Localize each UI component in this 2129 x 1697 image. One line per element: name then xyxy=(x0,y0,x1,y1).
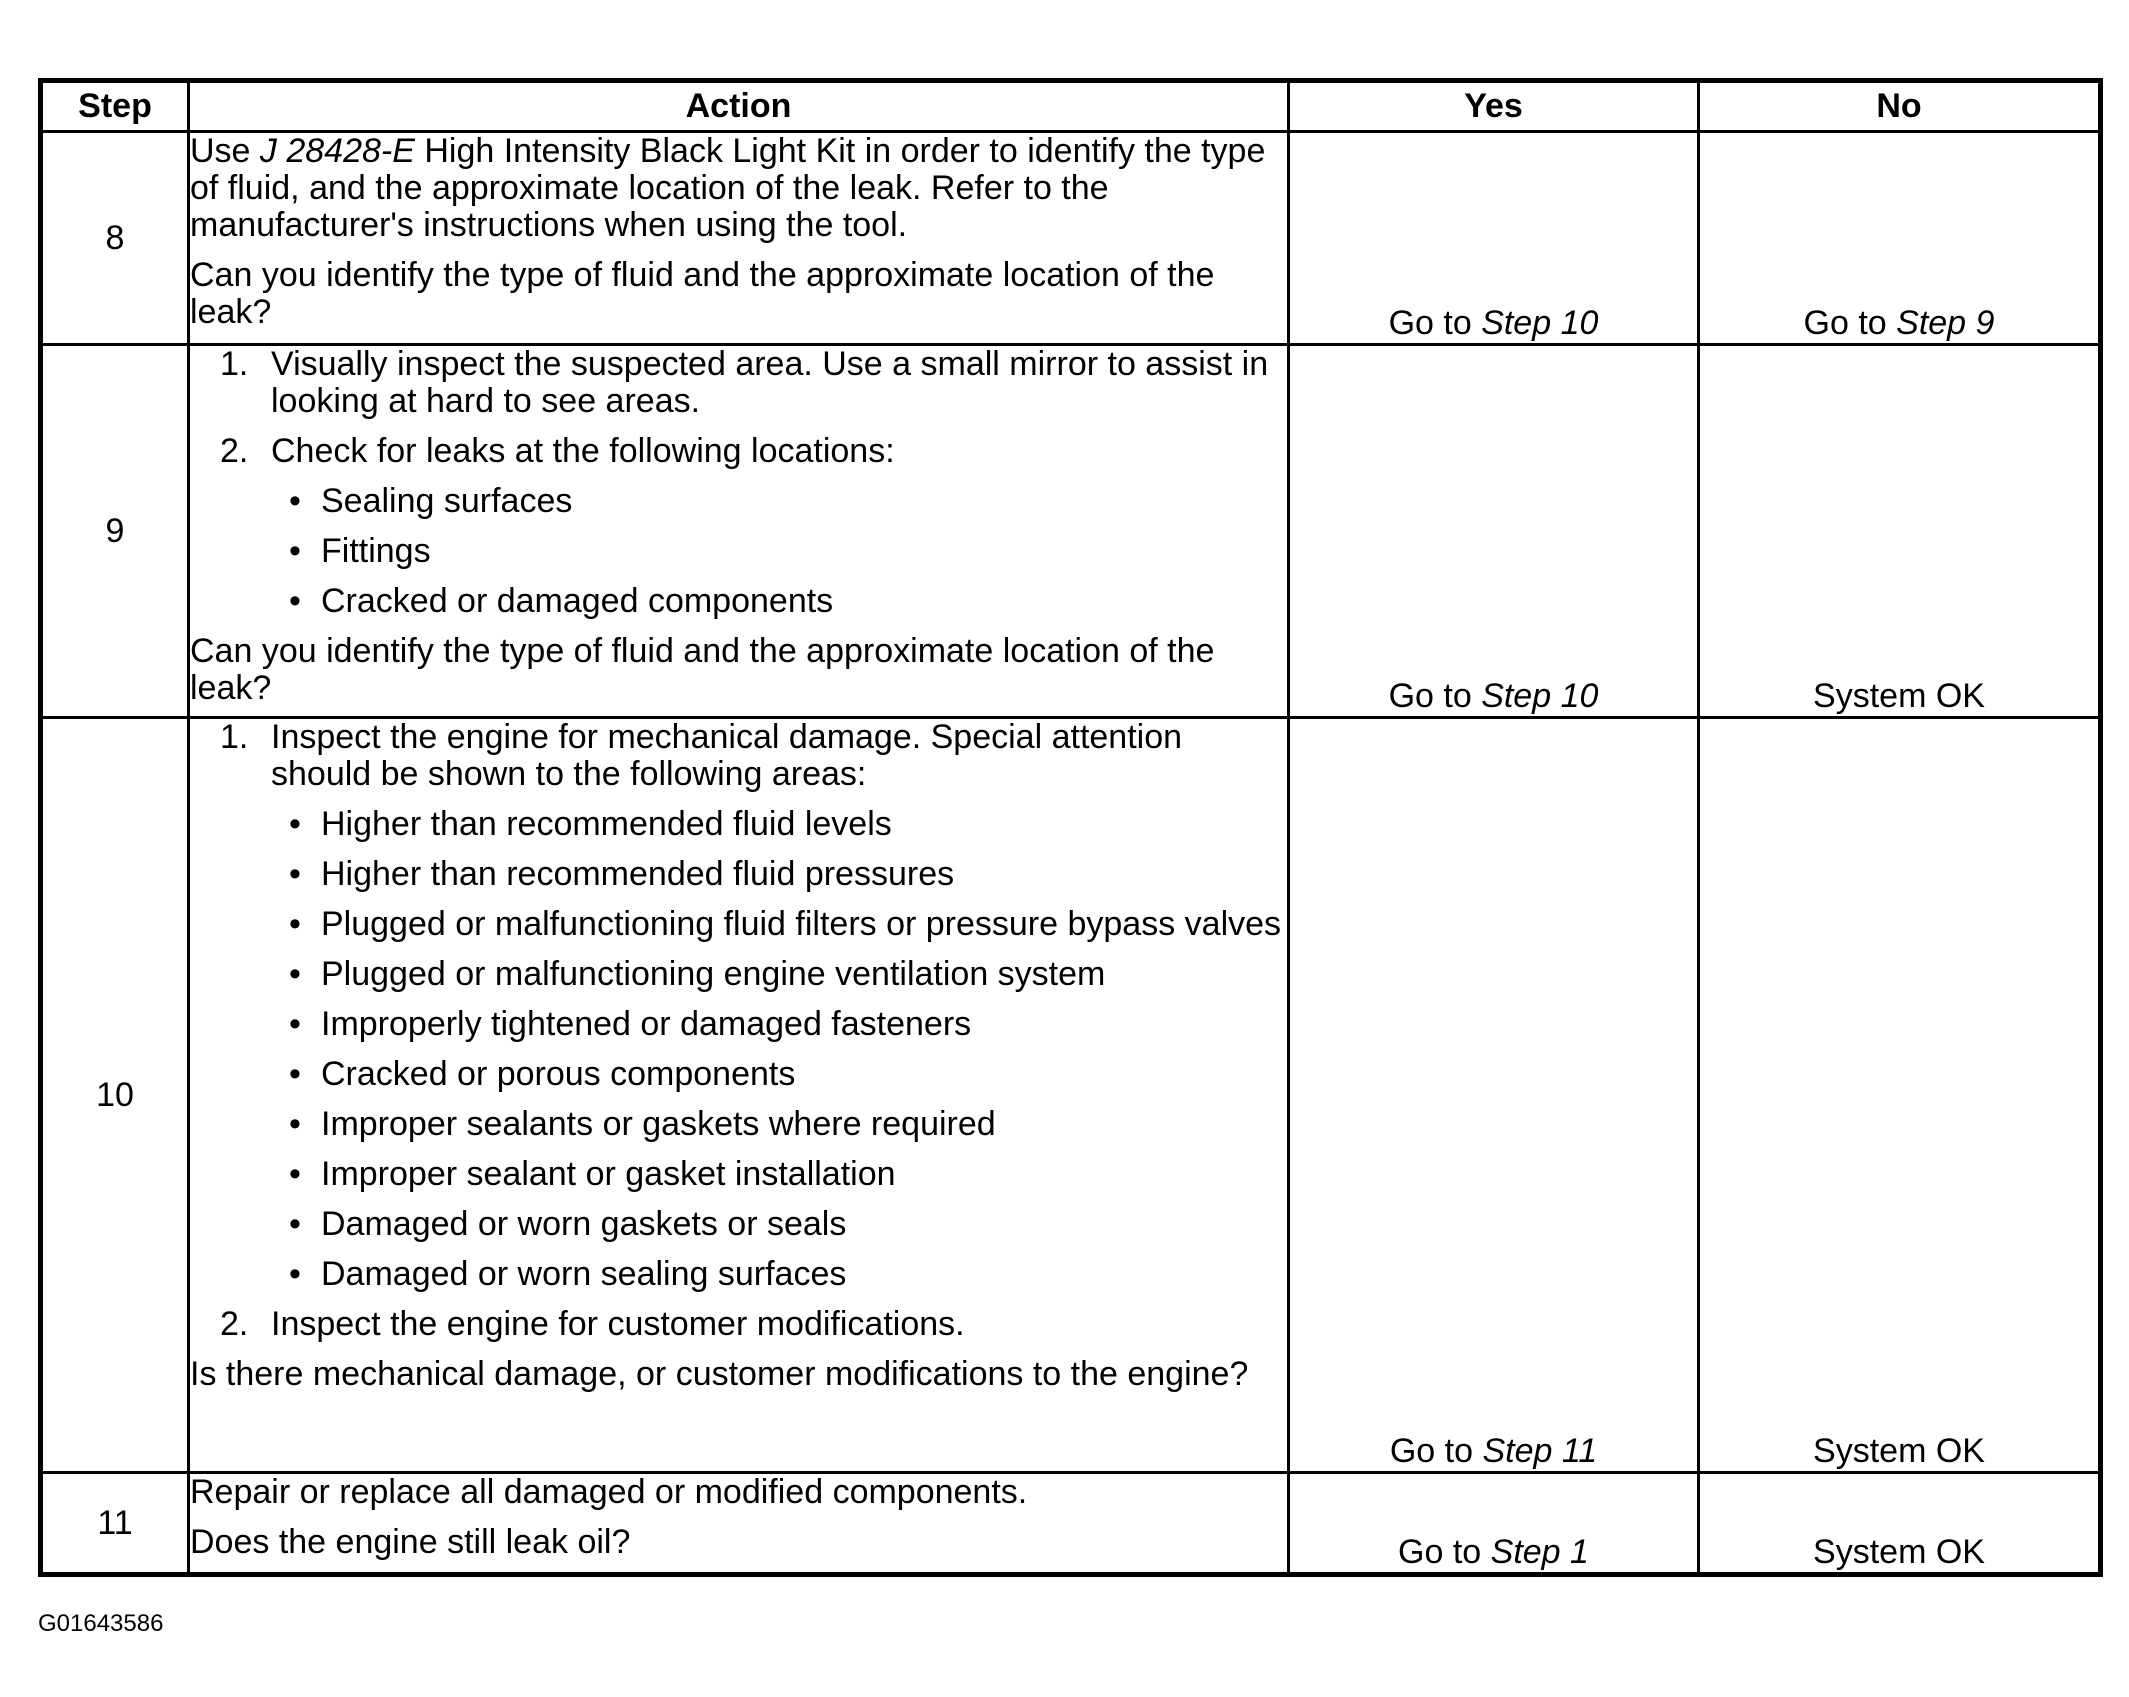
bullet-text: Improper sealant or gasket installation xyxy=(321,1155,896,1193)
bullet-item xyxy=(271,1256,1287,1293)
bullet-item xyxy=(271,1156,1287,1193)
bullet-icon: • xyxy=(289,1205,301,1243)
action-question: Is there mechanical damage, or customer modifications to the engine? xyxy=(190,1355,1249,1393)
header-action: Action xyxy=(189,81,1289,132)
goto-prefix: Go to xyxy=(1388,304,1482,342)
bullet-item xyxy=(271,533,1287,570)
bullet-icon: • xyxy=(289,1005,301,1043)
bullet-icon: • xyxy=(289,1105,301,1143)
step-number: 10 xyxy=(41,718,189,1473)
action-cell xyxy=(189,132,1289,345)
yes-result xyxy=(1289,132,1699,345)
bullet-item xyxy=(271,906,1287,943)
goto-prefix: Go to xyxy=(1389,1432,1483,1470)
bullet-text: Cracked or porous components xyxy=(321,1055,796,1093)
bullet-text: Damaged or worn sealing surfaces xyxy=(321,1255,847,1293)
header-step: Step xyxy=(41,81,189,132)
bullet-icon: • xyxy=(289,805,301,843)
goto-prefix: Go to xyxy=(1388,677,1482,715)
bullet-item xyxy=(271,856,1287,893)
bullet-text: Damaged or worn gaskets or seals xyxy=(321,1205,847,1243)
bullet-icon: • xyxy=(289,1055,301,1093)
step-text: Visually inspect the suspected area. Use a small mirror to assist in looking at hard to see areas. xyxy=(271,345,1269,420)
bullet-item xyxy=(271,1206,1287,1243)
goto-target: Step 11 xyxy=(1482,1432,1598,1470)
bullet-text: Higher than recommended fluid pressures xyxy=(321,855,955,893)
header-yes: Yes xyxy=(1289,81,1699,132)
bullet-text: Fittings xyxy=(321,532,431,570)
step-index: 1. xyxy=(220,718,249,756)
numbered-step xyxy=(190,433,1287,620)
action-cell xyxy=(189,1473,1289,1575)
table-row xyxy=(41,1473,2101,1575)
bullet-item xyxy=(271,806,1287,843)
table-row xyxy=(41,132,2101,345)
bullet-text: Cracked or damaged components xyxy=(321,582,834,620)
step-text: Check for leaks at the following locations: xyxy=(271,432,895,470)
bullet-text: Plugged or malfunctioning fluid filters or pressure bypass valves xyxy=(321,905,1282,943)
bullet-item xyxy=(271,956,1287,993)
bullet-text: Sealing surfaces xyxy=(321,482,573,520)
goto-prefix: Go to xyxy=(1398,1533,1491,1571)
action-question: Can you identify the type of fluid and the approximate location of the leak? xyxy=(190,632,1215,707)
numbered-steps xyxy=(190,719,1287,1343)
numbered-step xyxy=(190,719,1287,1293)
tool-number: J 28428-E xyxy=(259,132,415,170)
bullet-item xyxy=(271,1056,1287,1093)
instruction-text: High Intensity Black Light Kit in order to identify the type of fluid, and the approximate location of the leak. Refer to the manufacturer's instructions when using the tool. xyxy=(190,132,1266,244)
action-cell xyxy=(189,718,1289,1473)
action-cell xyxy=(189,345,1289,718)
bullet-icon: • xyxy=(289,482,301,520)
goto-target: Step 9 xyxy=(1896,304,1995,342)
bullet-text: Improperly tightened or damaged fasteners xyxy=(321,1005,972,1043)
goto-target: Step 10 xyxy=(1481,304,1599,342)
step-number: 9 xyxy=(41,345,189,718)
step-number: 8 xyxy=(41,132,189,345)
bullet-icon: • xyxy=(289,582,301,620)
bullet-item xyxy=(271,1106,1287,1143)
goto-target: Step 1 xyxy=(1490,1533,1589,1571)
header-row xyxy=(41,81,2101,132)
header-no: No xyxy=(1699,81,2101,132)
step-index: 2. xyxy=(220,1305,249,1343)
step-number: 11 xyxy=(41,1473,189,1575)
no-result: System OK xyxy=(1699,718,2101,1473)
instruction-text: Use xyxy=(190,132,260,170)
numbered-step xyxy=(190,1306,1287,1343)
bullet-icon: • xyxy=(289,1255,301,1293)
no-result: System OK xyxy=(1699,345,2101,718)
action-instruction xyxy=(190,133,1287,244)
action-question: Does the engine still leak oil? xyxy=(190,1523,631,1561)
action-question: Can you identify the type of fluid and the approximate location of the leak? xyxy=(190,256,1215,331)
bullet-list xyxy=(271,483,1287,620)
bullet-text: Plugged or malfunctioning engine ventilation system xyxy=(321,955,1106,993)
bullet-icon: • xyxy=(289,532,301,570)
bullet-text: Improper sealants or gaskets where required xyxy=(321,1105,996,1143)
diagnostic-table xyxy=(38,78,2103,1577)
goto-target: Step 10 xyxy=(1481,677,1599,715)
goto-prefix: Go to xyxy=(1803,304,1897,342)
bullet-icon: • xyxy=(289,905,301,943)
no-result: System OK xyxy=(1699,1473,2101,1575)
yes-result xyxy=(1289,345,1699,718)
action-instruction: Repair or replace all damaged or modified components. xyxy=(190,1473,1028,1511)
numbered-steps xyxy=(190,346,1287,620)
step-index: 1. xyxy=(220,345,249,383)
bullet-list xyxy=(271,806,1287,1293)
bullet-item xyxy=(271,583,1287,620)
table-row xyxy=(41,345,2101,718)
yes-result xyxy=(1289,718,1699,1473)
table-row xyxy=(41,718,2101,1473)
bullet-icon: • xyxy=(289,855,301,893)
bullet-icon: • xyxy=(289,955,301,993)
step-text: Inspect the engine for mechanical damage. Special attention should be shown to the following areas: xyxy=(271,718,1183,793)
bullet-item xyxy=(271,1006,1287,1043)
no-result xyxy=(1699,132,2101,345)
bullet-icon: • xyxy=(289,1155,301,1193)
bullet-text: Higher than recommended fluid levels xyxy=(321,805,892,843)
figure-id: G01643586 xyxy=(38,1610,164,1637)
step-index: 2. xyxy=(220,432,249,470)
bullet-item xyxy=(271,483,1287,520)
step-text: Inspect the engine for customer modifications. xyxy=(271,1305,965,1343)
numbered-step xyxy=(190,346,1287,420)
yes-result xyxy=(1289,1473,1699,1575)
